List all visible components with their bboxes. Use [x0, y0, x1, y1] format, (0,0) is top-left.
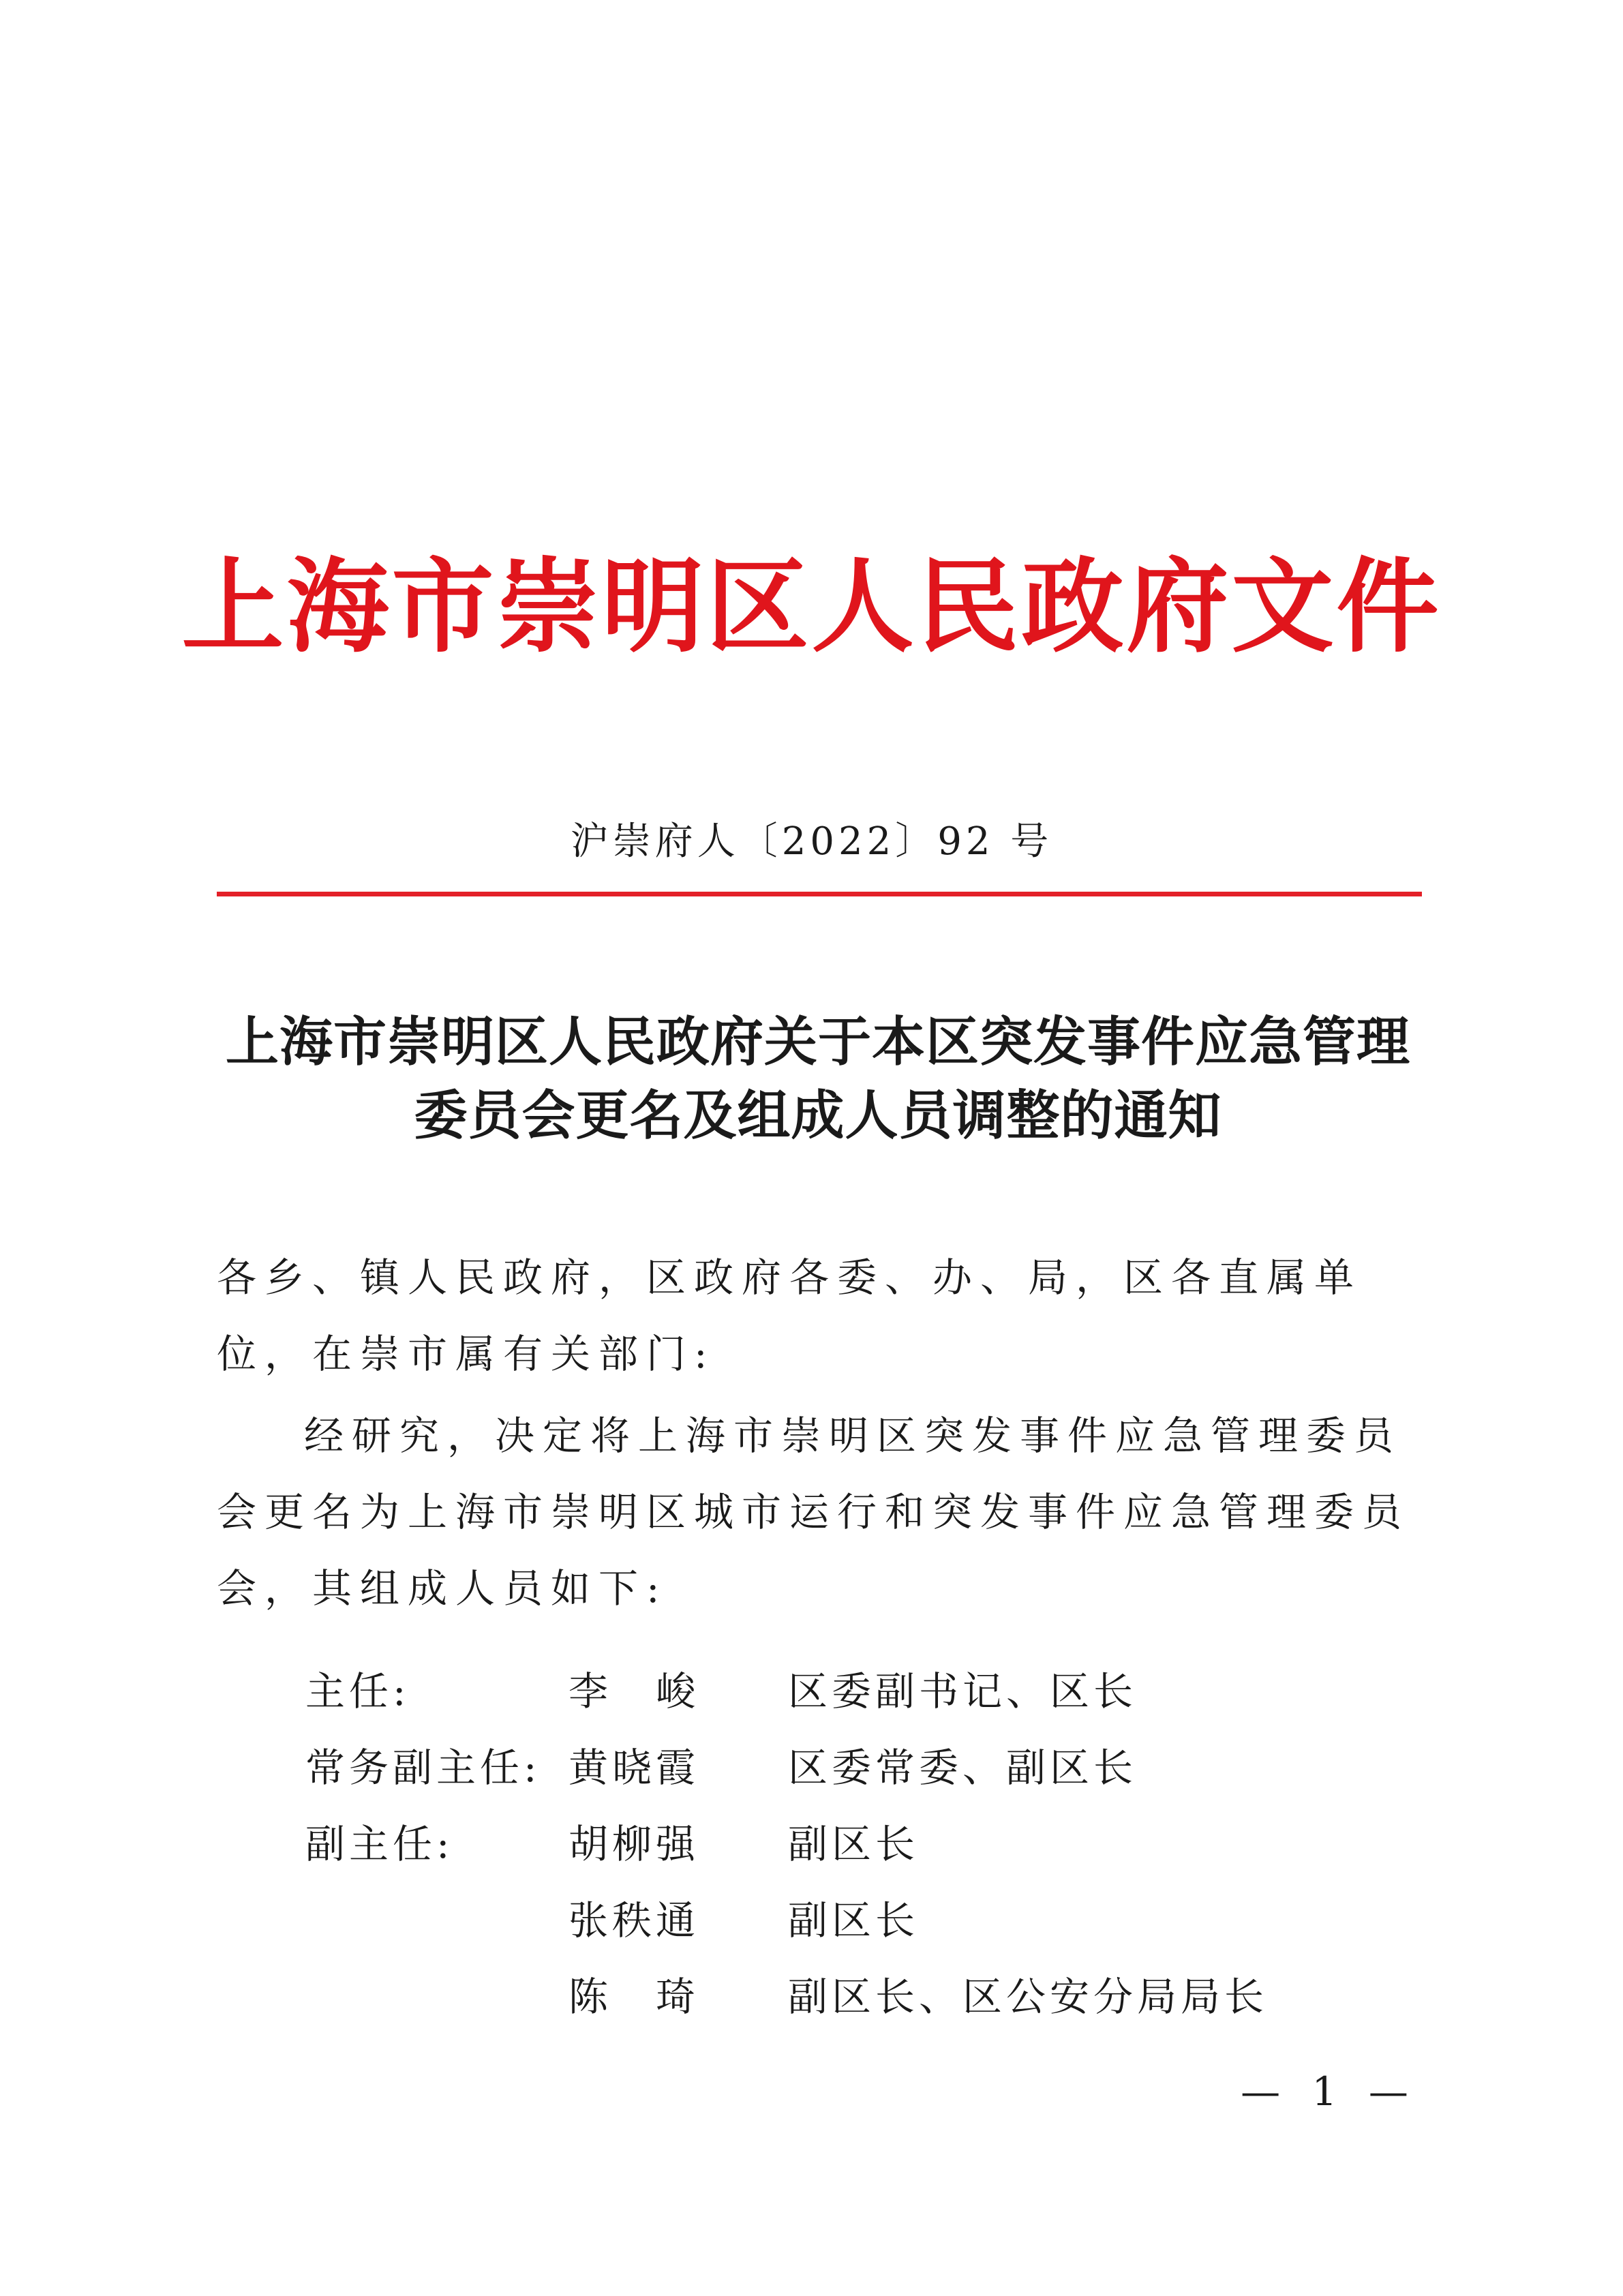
member-name: 李峻 [568, 1668, 744, 1715]
member-row [217, 1653, 1422, 1729]
member-row [217, 1959, 1422, 2035]
member-name: 黄晓霞 [568, 1744, 700, 1791]
member-role: 主任: [305, 1668, 410, 1715]
notice-title-line-1: 上海市崇明区人民政府关于本区突发事件应急管理 [225, 1011, 1410, 1073]
member-name: 胡柳强 [568, 1821, 700, 1867]
red-divider-line [217, 892, 1422, 896]
member-position: 区委副书记、区长 [788, 1668, 1138, 1715]
body-paragraph: 经研究，决定将上海市崇明区突发事件应急管理委员会更名为上海市崇明区城市运行和突发事件应急管理委员会，其组成人员如下: [217, 1413, 1410, 1612]
member-row [217, 1729, 1422, 1806]
member-role: 常务副主任: [305, 1744, 541, 1791]
member-row [217, 1882, 1422, 1959]
member-row [217, 1806, 1422, 1882]
notice-title [204, 1006, 1431, 1153]
member-name: 张秩通 [568, 1897, 700, 1944]
member-position: 区委常委、副区长 [788, 1744, 1138, 1791]
salutation: 各乡、镇人民政府，区政府各委、办、局，区各直属单位，在崇市属有关部门: [217, 1254, 1363, 1377]
document-number: 沪崇府人〔2022〕92 号 [570, 819, 1053, 864]
member-position: 副区长 [788, 1897, 920, 1944]
notice-title-line-2: 委员会更名及组成人员调整的通知 [414, 1085, 1222, 1147]
member-list [217, 1653, 1422, 2035]
member-position: 副区长 [788, 1821, 920, 1867]
member-position: 副区长、区公安分局局长 [788, 1974, 1269, 2020]
member-role: 副主任: [305, 1821, 454, 1867]
page-number: — 1 — [1241, 2068, 1418, 2115]
document-header: 上海市崇明区人民政府文件 [181, 547, 1442, 667]
member-name: 陈琦 [568, 1974, 744, 2020]
